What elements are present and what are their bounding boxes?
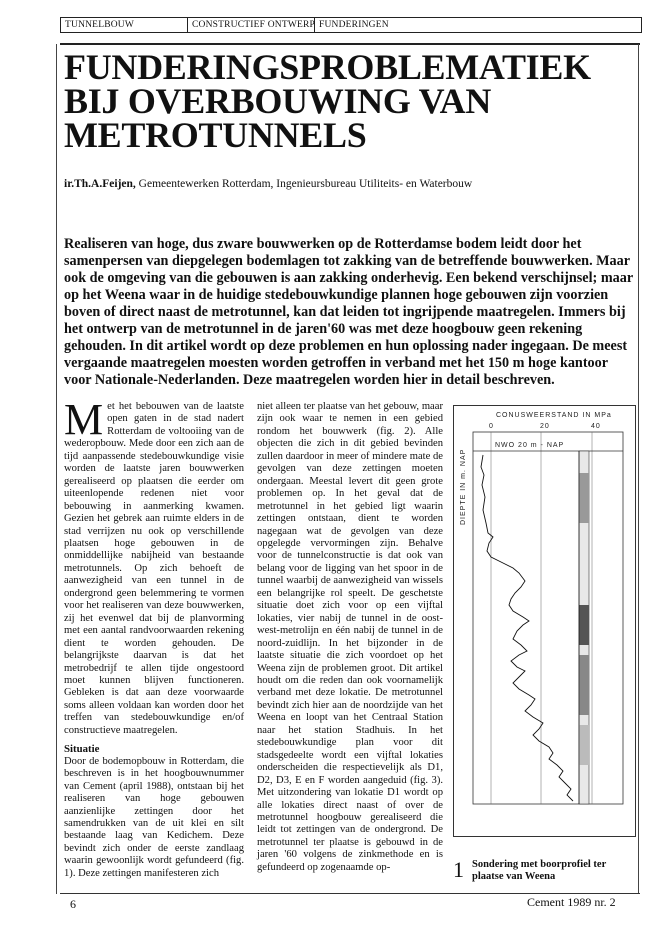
left-margin-line: [56, 44, 57, 894]
profile-layer: [579, 725, 589, 765]
author-line: [64, 178, 624, 190]
journal-reference: Cement 1989 nr. 2: [527, 895, 616, 909]
header-rule: [60, 43, 640, 45]
lead-paragraph: Realiseren van hoge, dus zware bouwwerken op de Rotterdamse bodem leidt door het samenpersen van diepgelegen bodemlagen tot zakking van de betreffende bouwwerken. Maar ook de omgeving van die gebouwen is aan zakking onderhevig. Een bekend verschijnsel; maar op het Weena waar in de huidige stedebouwkundige plannen hoge gebouwen zijn voorzien boven of direct naast de metrotunnel, kan dat leiden tot ingrijpende maatregelen. Immers bij het ontwerp van de metrotunnel in de jaren'60 was met deze hoogbouw geen rekening gehouden. In dit artikel wordt op deze problemen en hun oplossing nader ingegaan. De meest vergaande maatregelen moesten worden getroffen in verband met het 150 m hoge kantoor voor Nationale-Nederlanden. Deze maatregelen worden hier in detail beschreven.: [64, 236, 633, 388]
tick-40: 40: [591, 423, 601, 430]
author-name: ir.Th.A.Feijen,: [64, 178, 136, 190]
drop-cap: M: [64, 395, 104, 444]
cone-resistance-curve: [481, 455, 573, 801]
page-number: 6: [70, 897, 76, 911]
section-heading-situatie: Situatie: [64, 743, 100, 756]
intro-paragraph: [64, 395, 244, 737]
situatie-paragraph: Door de bodemopbouw in Rotterdam, die beschreven is in het hoogbouwnummer van Cement (april 1988), ontstaan bij het realiseren van hoge gebouwen aanzienlijke zettingen door het samendrukken van de uit klei en silt bestaande laag van Kedichem. Deze bevindt zich onder de eerste zandlaag waarin gewoonlijk wordt gefundeerd (fig. 1). Deze zettingen manifesteren zich: [64, 755, 244, 879]
profile-layer: [579, 655, 589, 715]
tab-tunnelbouw: TUNNELBOUW: [61, 18, 188, 32]
figure-axis-label: CONUSWEERSTAND IN MPa: [496, 412, 612, 419]
figure-caption: Sondering met boorprofiel ter plaatse van Weena: [472, 859, 607, 882]
author-affiliation: Gemeentewerken Rotterdam, Ingenieursbureau Utiliteits- en Waterbouw: [138, 178, 473, 190]
cone-penetration-figure: [453, 405, 636, 837]
tab-constructief-ontwerp: CONSTRUCTIEF ONTWERP: [188, 18, 315, 32]
tab-funderingen: FUNDERINGEN: [319, 20, 389, 30]
title-line-1: FUNDERINGSPROBLEMATIEK: [64, 47, 591, 87]
figure-top-label: NWO 20 m - NAP: [495, 442, 565, 449]
body-column-2: [257, 401, 443, 874]
title-line-2: BIJ OVERBOUWING VAN: [64, 81, 492, 121]
figure-grid: [473, 432, 623, 804]
figure-side-label: DIEPTE IN m. NAP: [460, 448, 467, 525]
profile-layer: [579, 473, 589, 523]
article-title: [64, 47, 624, 155]
body-column-1: [64, 395, 244, 880]
title-line-3: METROTUNNELS: [64, 115, 367, 155]
footer-rule: [60, 893, 640, 894]
intro-text: et het bebouwen van de laatste open gaten in de stad nadert Rotterdam de voltooiing van de wederopbouw. Mede door een zich aan de tijd aanpassende stedebouwkundige visie worden de laatste jaren bouwwerken gerealiseerd op plaatsen die eerder om uiteenlopende redenen niet voor bebouwing in aanmerking kwamen. Gezien het gebrek aan ruimte elders in de stad verrijzen nu ook op verschillende plaatsen hoge gebouwen in de onmiddellijke nabijheid van bestaande metrotunnels. Op zich behoeft de aanwezigheid van een tunnel in de ondergrond geen belemmering te vormen voor het realiseren van deze bouwwerken, zij het evenwel dat bij de planvorming met een aantal randvoorwaarden rekening dient te worden gehouden. De belangrijkste daarvan is dat het metrobedrijf te allen tijde ongestoord moet kunnen blijven functioneren. Gebleken is dat aan deze voorwaarde soms alleen voldaan kan worden door het treffen van stedebouwkundige en/of constructieve maatregelen.: [64, 401, 244, 736]
profile-layer: [579, 605, 589, 645]
figure-caption-number: 1: [453, 857, 464, 882]
section-tabs: [60, 17, 642, 33]
tick-0: 0: [489, 423, 494, 430]
column-2-text: niet alleen ter plaatse van het gebouw, maar zijn ook waar te nemen in een gebied rondom het bouwwerk (fig. 2). Alle objecten die zich in dit gebied bevinden zullen daardoor in meer of mindere mate de gevolgen van deze zettingen moeten ondergaan. Meestal levert dit geen grote problemen op. In het geval dat de metrotunnel in het gebied ligt waarin zettingen ontstaan, dient te worden nagegaan wat de gevolgen van deze opgelegde vervormingen zijn. Behalve voor de tunnelconstructie is dat ook van belang voor de ligging van het spoor in de tunnel waarbij de aanwezigheid van wissels een belangrijke rol speelt. De geschetste situatie doet zich voor op een vijftal lokaties, vier nabij de tunnel in de oost-west-metrolijn en één nabij de tunnel in de noord-zuidlijn. In het bijzonder in de laatste situatie die zich voordoet op het Weena zijn de problemen groot. Dit artikel houdt om die reden dan ook voornamelijk verband met deze lokatie. De metrotunnel bevindt zich hier aan de noordzijde van het Weena en loopt van het Centraal Station naar het station Stadhuis. In het stedebouwkundige plan voor dit stadsgedeelte wordt een vijftal lokaties onderscheiden die respectievelijk als D1, D2, D3, E en F worden aangeduid (fig. 3). Met uitzondering van lokatie D1 wordt op alle lokaties direct naast of over de metrotunnel hoogbouw gerealiseerd die leidt tot zettingen van de ondergrond. De metrotunnel ter plaatse is gebouwd in de jaren '60 volgens de zinkmethode en is gefundeerd op zogenaamde op-: [257, 401, 443, 873]
tick-20: 20: [540, 423, 550, 430]
right-margin-line: [638, 44, 639, 894]
